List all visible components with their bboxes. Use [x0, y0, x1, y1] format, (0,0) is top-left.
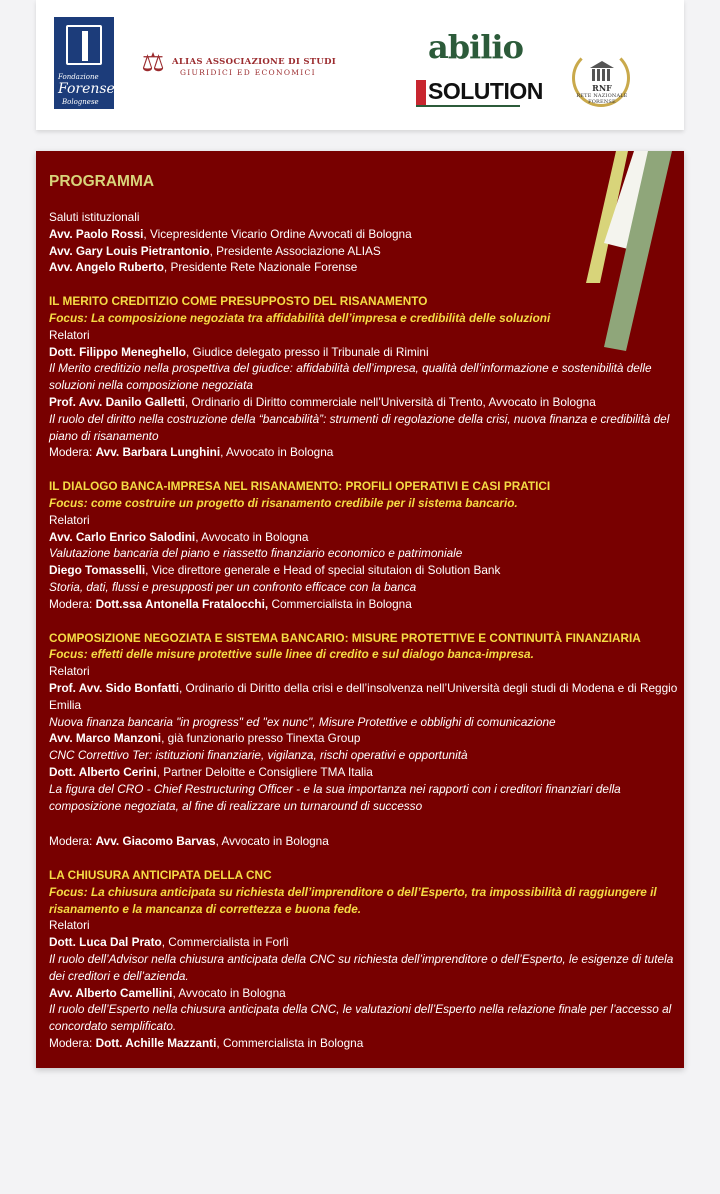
speaker-name: Avv. Angelo Ruberto — [49, 260, 164, 275]
solution-logo — [416, 78, 543, 106]
session-4-focus: Focus: La chiusura anticipata su richiesta dell’imprenditore o dell’Esperto, tra impossibilità di raggiungere il risanamento e la mancanza di correttezza e buona fede. — [49, 884, 657, 916]
speaker-name: Avv. Carlo Enrico Salodini — [49, 529, 196, 544]
moderator-role: Commercialista in Bologna — [268, 596, 412, 611]
session-3-moderator — [49, 833, 679, 850]
greeting-speaker-3 — [49, 259, 679, 276]
fondazione-logo-line3: Bolognese — [62, 98, 99, 106]
session-4-topic-1: Il ruolo dell’Advisor nella chiusura anticipata della CNC su richiesta dell’imprenditore o dell’Esperto, le esigenze di tutela dei creditori e dell’azienda. — [49, 952, 674, 983]
alias-logo-line2: GIURIDICI ED ECONOMICI — [180, 68, 316, 77]
speaker-role: , Vice direttore generale e Head of special situtaion di Solution Bank — [145, 563, 501, 578]
session-2-speaker-1 — [49, 529, 679, 546]
speaker-name: Diego Tomasselli — [49, 563, 146, 578]
alias-logo — [140, 46, 337, 82]
moderator-role: , Avvocato in Bologna — [215, 834, 329, 849]
greeting-speaker-1 — [49, 226, 679, 243]
session-2-title: IL DIALOGO BANCA-IMPRESA NEL RISANAMENTO: PROFILI OPERATIVI E CASI PRATICI — [49, 479, 551, 494]
speaker-role: , Giudice delegato presso il Tribunale di Rimini — [185, 344, 429, 359]
solution-logo-text: SOLUTION — [428, 78, 543, 104]
session-3-relatori-label: Relatori — [49, 664, 90, 679]
moderator-label: Modera: — [49, 596, 96, 611]
speaker-role: , Ordinario di Diritto della crisi e dell’insolvenza nell’Università degli studi di Modena e di Reggio Emilia — [49, 680, 678, 712]
fondazione-forense-logo — [54, 17, 114, 109]
moderator-label: Modera: — [49, 445, 96, 460]
moderator-name: Avv. Giacomo Barvas — [95, 834, 216, 849]
speaker-name: Avv. Gary Louis Pietrantonio — [49, 243, 210, 258]
session-1-speaker-1 — [49, 344, 679, 361]
session-2-speaker-2 — [49, 562, 679, 579]
rnf-logo-abbr: RNF — [592, 83, 612, 93]
speaker-role: , Avvocato in Bologna — [195, 529, 309, 544]
speaker-name: Avv. Paolo Rossi — [49, 226, 144, 241]
greetings-label: Saluti istituzionali — [49, 210, 140, 224]
temple-icon — [590, 61, 614, 83]
speaker-name: Dott. Filippo Meneghello — [49, 344, 186, 359]
greeting-speaker-2 — [49, 243, 679, 260]
session-1-relatori-label: Relatori — [49, 327, 90, 342]
speaker-name: Avv. Marco Manzoni — [49, 731, 162, 746]
session-2-topic-2: Storia, dati, flussi e presupposti per un confronto efficace con la banca — [49, 579, 417, 594]
speaker-role: , Avvocato in Bologna — [172, 985, 286, 1000]
session-2-focus: Focus: come costruire un progetto di risanamento credibile per il sistema bancario. — [49, 495, 518, 510]
session-1-speaker-2 — [49, 394, 679, 411]
speaker-role: , Commercialista in Forlì — [161, 935, 289, 950]
session-4-title: LA CHIUSURA ANTICIPATA DELLA CNC — [49, 868, 272, 883]
session-3-title: COMPOSIZIONE NEGOZIATA E SISTEMA BANCARIO: MISURE PROTETTIVE E CONTINUITÀ FINANZIARIA — [49, 630, 641, 645]
speaker-role: , Partner Deloitte e Consigliere TMA Italia — [156, 764, 373, 779]
speaker-name: Dott. Alberto Cerini — [49, 764, 157, 779]
session-4-speaker-2 — [49, 985, 679, 1002]
moderator-name: Dott. Achille Mazzanti — [95, 1036, 217, 1051]
fondazione-logo-line2: Forense — [58, 81, 115, 97]
rnf-logo-name: RETE NAZIONALE FORENSE — [576, 93, 628, 105]
speaker-role: , Vicepresidente Vicario Ordine Avvocati di Bologna — [143, 226, 412, 241]
session-4-speaker-1 — [49, 934, 679, 951]
session-3-speaker-2 — [49, 730, 679, 747]
session-4-topic-2: Il ruolo dell’Esperto nella chiusura anticipata della CNC, le valutazioni dell’Esperto nella relazione finale per l’accesso al concordato semplificato. — [49, 1002, 672, 1034]
session-3-topic-3: La figura del CRO - Chief Restructuring Officer - e la sua importanza nei rapporti con i creditori finanziari della composizione negoziata, al fine di realizzare un turnaround di successo — [49, 781, 621, 813]
session-3-focus: Focus: effetti delle misure protettive sulle linee di credito e sul dialogo banca-impresa. — [49, 647, 534, 662]
session-1-topic-1: Il Merito creditizio nella prospettiva del giudice: affidabilità dell’impresa, qualità dell’informazione e sostenibilità delle soluzioni nella composizione negoziata — [49, 361, 652, 393]
moderator-role: , Commercialista in Bologna — [216, 1036, 364, 1051]
program-panel — [36, 151, 684, 1068]
session-3-topic-1: Nuova finanza bancaria "in progress" ed "ex nunc", Misure Protettive e obblighi di comunicazione — [49, 714, 556, 729]
moderator-label: Modera: — [49, 834, 96, 849]
session-1-title: IL MERITO CREDITIZIO COME PRESUPPOSTO DEL RISANAMENTO — [49, 294, 428, 309]
solution-logo-mark-icon — [416, 80, 426, 106]
speaker-name: Prof. Avv. Sido Bonfatti — [49, 680, 179, 695]
moderator-role: , Avvocato in Bologna — [220, 445, 334, 460]
session-4-moderator — [49, 1035, 679, 1052]
session-1-focus: Focus: La composizione negoziata tra affidabilità dell’impresa e credibilità delle soluzioni — [49, 310, 551, 325]
alias-logo-line1: ALIAS ASSOCIAZIONE DI STUDI — [172, 57, 337, 67]
session-2-relatori-label: Relatori — [49, 512, 90, 527]
session-1-topic-2: Il ruolo del diritto nella costruzione della “bancabilità”: strumenti di regolazione della crisi, nuova finanza e credibilità del piano di risanamento — [49, 411, 670, 443]
session-2-moderator — [49, 596, 679, 613]
speaker-role: , Ordinario di Diritto commerciale nell’Università di Trento, Avvocato in Bologna — [184, 394, 596, 409]
logo-header — [36, 0, 684, 130]
program-title: PROGRAMMA — [49, 173, 155, 190]
speaker-name: Dott. Luca Dal Prato — [49, 935, 162, 950]
session-1-moderator — [49, 444, 679, 461]
speaker-name: Avv. Alberto Camellini — [49, 985, 173, 1000]
session-3-speaker-3 — [49, 764, 679, 781]
scales-icon: ⚖ — [141, 48, 165, 78]
session-2-topic-1: Valutazione bancaria del piano e riassetto finanziario economico e patrimoniale — [49, 546, 463, 561]
session-3-topic-2: CNC Correttivo Ter: istituzioni finanziarie, vigilanza, rischi operativi e opportunità — [49, 748, 468, 763]
speaker-role: , Presidente Associazione ALIAS — [209, 243, 381, 258]
moderator-name: Dott.ssa Antonella Fratalocchi, — [95, 596, 269, 611]
solution-logo-underline — [416, 105, 520, 107]
session-4-relatori-label: Relatori — [49, 918, 90, 933]
moderator-name: Avv. Barbara Lunghini — [95, 445, 221, 460]
fondazione-logo-line1: Fondazione — [58, 73, 99, 81]
speaker-role: , Presidente Rete Nazionale Forense — [163, 260, 358, 275]
rnf-logo — [570, 47, 634, 109]
abilio-logo: abilio — [428, 28, 523, 66]
fondazione-emblem-icon — [66, 25, 102, 65]
program-content — [49, 173, 679, 1052]
speaker-name: Prof. Avv. Danilo Galletti — [49, 394, 185, 409]
session-3-speaker-1 — [49, 680, 679, 714]
moderator-label: Modera: — [49, 1036, 96, 1051]
speaker-role: , già funzionario presso Tinexta Group — [161, 731, 361, 746]
